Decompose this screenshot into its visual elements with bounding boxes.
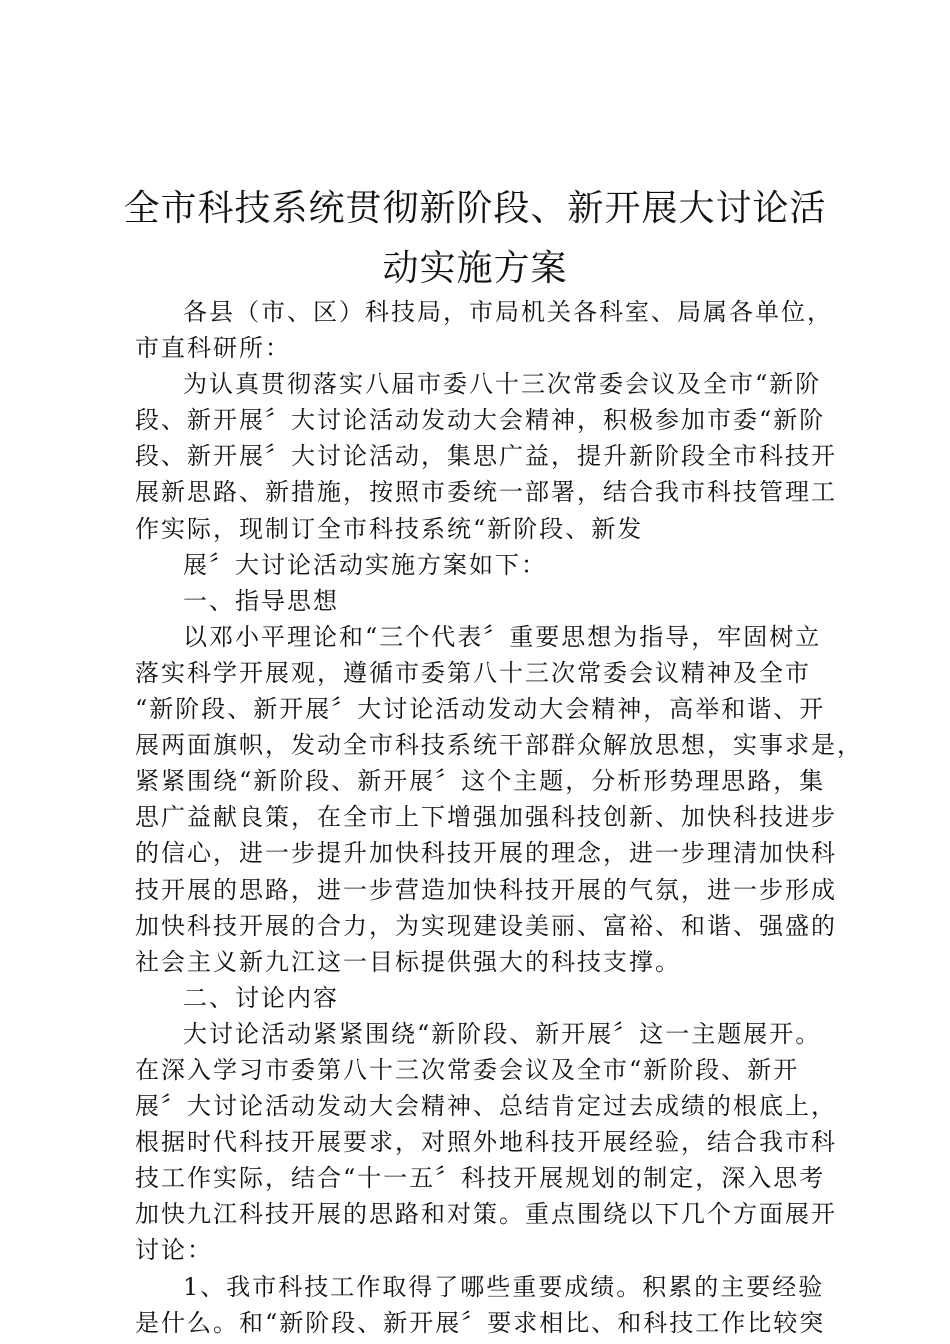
body-text-line: 1、我市科技工作取得了哪些重要成绩。积累的主要经验 — [183, 1272, 825, 1301]
body-text-line: 技开展的思路，进一步营造加快科技开展的气氛，进一步形成 — [135, 875, 837, 904]
body-text-line: 二、讨论内容 — [183, 983, 339, 1012]
body-text-line: “新阶段、新开展〞大讨论活动发动大会精神，高举和谐、开 — [135, 695, 826, 724]
body-text-line: 为认真贯彻落实八届市委八十三次常委会议及全市“新阶 — [183, 370, 822, 399]
body-text-line: 的信心，进一步提升加快科技开展的理念，进一步理清加快科 — [135, 839, 837, 868]
body-text-line: 思广益献良策，在全市上下增强加强科技创新、加快科技进步 — [135, 803, 837, 832]
body-text-line: 段、新开展〞大讨论活动，集思广益，提升新阶段全市科技开 — [135, 442, 837, 471]
document-title-line-2: 动实施方案 — [382, 248, 568, 289]
body-text-line: 加快九江科技开展的思路和对策。重点围绕以下几个方面展开 — [135, 1200, 837, 1229]
body-text-line: 是什么。和“新阶段、新开展〞要求相比、和科技工作比较突 — [135, 1308, 826, 1337]
body-text-line: 以邓小平理论和“三个代表〞重要思想为指导，牢固树立 — [183, 622, 822, 651]
body-text-line: 加快科技开展的合力，为实现建设美丽、富裕、和谐、强盛的 — [135, 911, 837, 940]
body-text-line: 段、新开展〞大讨论活动发动大会精神，积极参加市委“新阶 — [135, 406, 826, 435]
body-text-line: 市直科研所： — [135, 334, 291, 363]
body-text-line: 落实科学开展观，遵循市委第八十三次常委会议精神及全市 — [135, 658, 811, 687]
body-text-line: 各县（市、区）科技局，市局机关各科室、局属各单位， — [183, 298, 833, 326]
body-text-line: 展两面旗帜，发动全市科技系统干部群众解放思想，实事求是， — [135, 731, 863, 760]
body-text-line: 技工作实际，结合“十一五〞科技开展规划的制定，深入思考 — [135, 1164, 826, 1193]
body-text-line: 紧紧围绕“新阶段、新开展〞这个主题，分析形势理思路，集 — [135, 767, 826, 796]
body-text-line: 根据时代科技开展要求，对照外地科技开展经验，结合我市科 — [135, 1128, 837, 1157]
body-text-line: 展〞大讨论活动发动大会精神、总结肯定过去成绩的根底上， — [135, 1092, 837, 1121]
body-text-line: 展新思路、新措施，按照市委统一部署，结合我市科技管理工 — [135, 478, 837, 507]
document-body — [135, 294, 863, 1341]
body-text-line: 社会主义新九江这一目标提供强大的科技支撑。 — [135, 947, 681, 976]
document-title-line-1: 全市科技系统贯彻新阶段、新开展大讨论活 — [123, 188, 827, 229]
body-text-line: 在深入学习市委第八十三次常委会议及全市“新阶段、新开 — [135, 1055, 800, 1084]
body-text-line: 展〞大讨论活动实施方案如下： — [183, 550, 547, 579]
body-text-line: 大讨论活动紧紧围绕“新阶段、新开展〞这一主题展开。 — [183, 1019, 822, 1048]
body-text-line: 讨论： — [135, 1236, 213, 1265]
body-text-line: 一、指导思想 — [183, 586, 339, 615]
body-text-line: 作实际，现制订全市科技系统“新阶段、新发 — [135, 514, 644, 543]
